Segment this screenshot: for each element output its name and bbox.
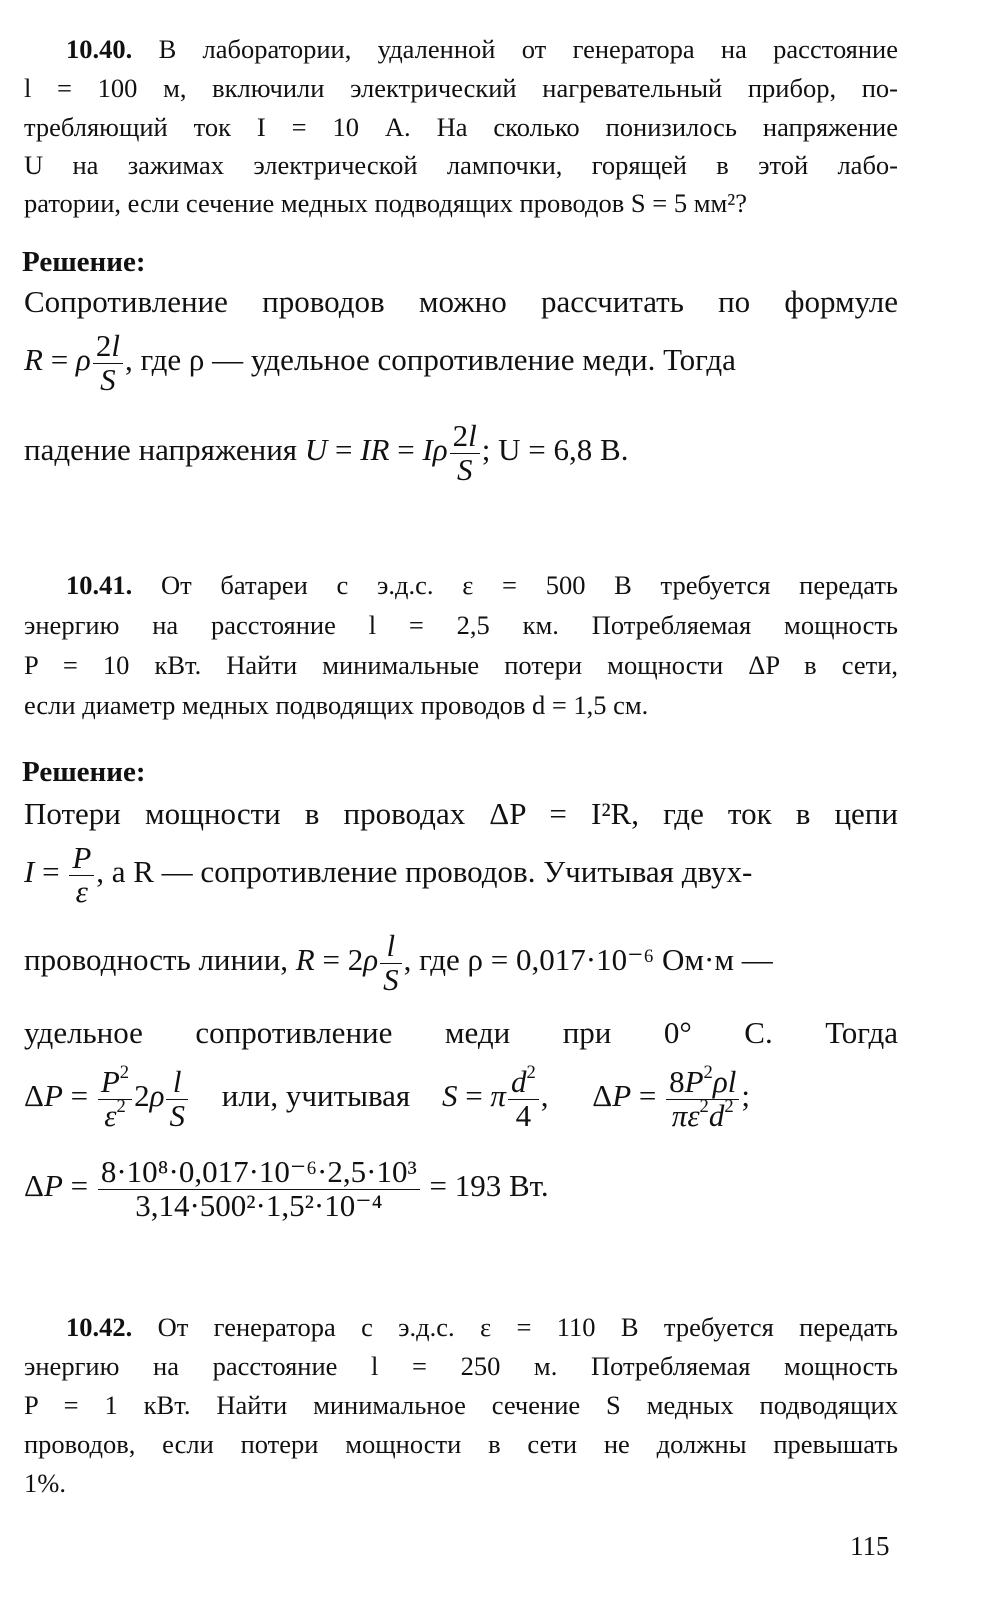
problem-1040-number: 10.40. [66,34,133,64]
problem-1040-line-3: требляющий ток I = 10 А. На сколько понизилось напряжение [24,112,898,142]
problem-1040-line-1: 10.40. В лаборатории, удаленной от генератора на расстояние [66,34,899,64]
formula-power-loss: ΔP = $\frac{P^2}{\varepsilon^2}$ 2ρ $\frac{l}{S}$ [24,1078,190,1113]
formula-cross-section: S = π $\frac{d^2}{4}$ , [441,1062,549,1133]
formula-voltage-drop: U = IR = Iρ $\frac{2l}{S}$ [305,432,482,467]
problem-1041-line-4: если диаметр медных подводящих проводов d = 1,5 см. [24,690,649,720]
formula-current: I = $\frac{P}{\varepsilon}$ [24,854,96,889]
problem-1040-line-4: U на зажимах электрической лампочки, горящей в этой лабо- [24,150,898,180]
solution-heading-1041: Решение: [22,756,146,788]
page-number: 115 [850,1531,890,1561]
problem-1041-number: 10.41. [66,570,133,600]
solution-1041-line-2: I = $\frac{P}{\varepsilon}$ , а R — сопротивление проводов. Учитывая двух- [24,840,753,909]
problem-1041-line-2: энергию на расстояние l = 2,5 км. Потребляемая мощность [24,610,898,640]
problem-1040-line-5: ратории, если сечение медных подводящих проводов S = 5 мм²? [24,188,747,218]
problem-1042-line-4: проводов, если потери мощности в сети не должны превышать [24,1429,898,1459]
problem-1042-line-5: 1%. [24,1468,66,1498]
solution-1041-line-3: проводность линии, R = 2ρ $\frac{l}{S}$ , где ρ = 0,017·10⁻⁶ Ом·м — [24,928,773,997]
formula-line-resistance: R = 2ρ $\frac{l}{S}$ [296,942,404,977]
problem-1042-line-3: P = 1 кВт. Найти минимальное сечение S медных подводящих [24,1390,898,1420]
solution-heading-1040: Решение: [22,246,146,278]
numeric-calculation: ΔP = $\frac{\text{8·10⁸·0,017·10⁻⁶·2,5·10³}}{\text{3,14·500²·1,5²·10⁻⁴}}$ [24,1168,422,1203]
problem-1041-line-1: 10.41. От батареи с э.д.с. ε = 500 В требуется передать [66,570,898,600]
problem-1042-number: 10.42. [66,1312,133,1342]
solution-1040-line-3: падение напряжения U = IR = Iρ $\frac{2l}{S}$ ; U = 6,8 В. [24,418,629,487]
solution-1041-line-1: Потери мощности в проводах ΔP = I²R, где ток в цепи [24,796,898,831]
problem-1041-line-3: P = 10 кВт. Найти минимальные потери мощности ΔP в сети, [24,650,898,680]
problem-1042-line-2: энергию на расстояние l = 250 м. Потребляемая мощность [24,1351,898,1381]
solution-1041-line-6: ΔP = $\frac{\text{8·10⁸·0,017·10⁻⁶·2,5·10³}}{\text{3,14·500²·1,5²·10⁻⁴}}$ = 193 Вт. [24,1154,549,1223]
solution-1041-line-5: ΔP = $\frac{P^2}{\varepsilon^2}$ 2ρ $\frac{l}{S}$ или, учитывая S = π $\frac{d^2}{4}$ , ΔP = $\frac{8P^2\rho l}{\pi\varepsilon^2d^2}$ ; [24,1062,750,1133]
problem-1040-line-2: l = 100 м, включили электрический нагревательный прибор, по- [24,73,898,103]
formula-power-loss-final: ΔP = $\frac{8P^2\rho l}{\pi\varepsilon^2d^2}$ ; [592,1062,750,1133]
formula-resistance: R = ρ $\frac{2l}{S}$ [24,342,125,377]
solution-1040-line-1: Сопротивление проводов можно рассчитать по формуле [24,284,898,319]
problem-1042-line-1: 10.42. От генератора с э.д.с. ε = 110 В требуется передать [66,1312,899,1342]
solution-1040-line-2: R = ρ $\frac{2l}{S}$ , где ρ — удельное сопротивление меди. Тогда [24,328,736,397]
solution-1041-line-4: удельное сопротивление меди при 0° С. Тогда [24,1015,898,1050]
